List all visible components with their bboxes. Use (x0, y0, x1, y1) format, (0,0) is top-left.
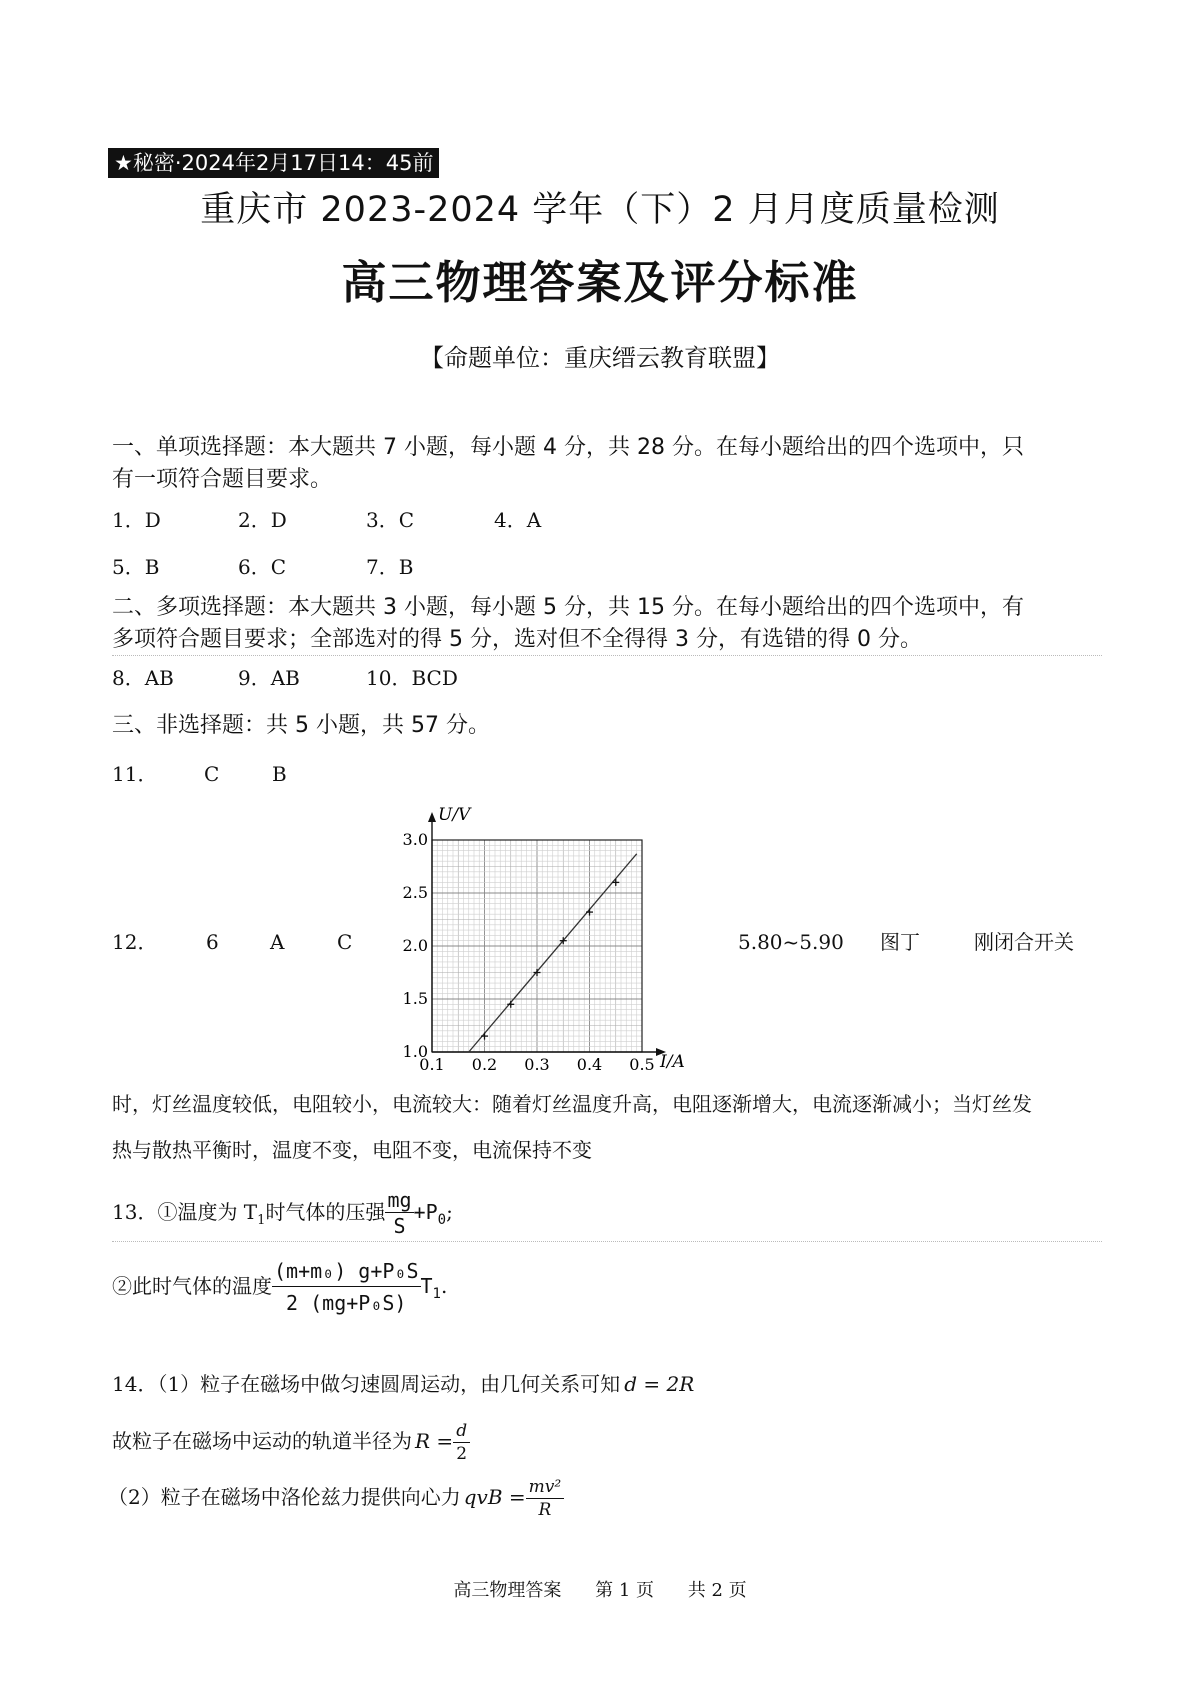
fraction-numerator: mg (387, 1188, 412, 1212)
answer-9: 9．AB (238, 666, 300, 690)
q13-part1 (112, 1188, 453, 1239)
q11-number: 11． (112, 762, 158, 786)
section2-heading-line2: 多项符合题目要求；全部选对的得 5 分，选对但不全得得 3 分，有选错的得 0 分。 (112, 627, 922, 652)
page-footer (0, 1576, 1200, 1602)
data-point (612, 879, 619, 886)
q11-answer-2: B (272, 762, 287, 786)
answer-5: 5．B (112, 555, 160, 579)
q14-line3-text: （2）粒子在磁场中洛伦兹力提供向心力 (108, 1485, 461, 1509)
section3-heading: 三、非选择题：共 5 小题，共 57 分。 (112, 713, 490, 738)
y-tick-label: 1.5 (402, 989, 428, 1008)
q14-radius-lhs: R = (415, 1429, 454, 1453)
footer-total-pages: 共 2 页 (687, 1580, 747, 1601)
issuing-unit: 【命题单位：重庆缙云教育联盟】 (420, 344, 780, 372)
q13-part1-text: 时气体的压强 (265, 1200, 386, 1224)
divider-dotted-2 (112, 1241, 1102, 1242)
q13-part1-end: ; (446, 1200, 453, 1224)
q12-answer-6: 刚闭合开关 (974, 930, 1074, 954)
q12-answer-3: C (337, 930, 353, 954)
q13-part1-tail-sub: 0 (437, 1212, 447, 1228)
y-tick-label: 2.5 (402, 883, 428, 902)
x-tick-label: 0.5 (629, 1055, 655, 1074)
x-tick-label: 0.1 (419, 1055, 445, 1074)
q12-answer-5: 图丁 (880, 930, 920, 954)
q13-part1-sub: 1 (257, 1213, 266, 1228)
fraction-denominator: S (393, 1214, 406, 1238)
q14-force-lhs: qvB = (463, 1485, 526, 1509)
footer-page-number: 第 1 页 (595, 1580, 654, 1601)
x-tick-label: 0.2 (471, 1055, 498, 1074)
q13-part1-prefix: ①温度为 T (157, 1200, 258, 1224)
q12-explanation-line2: 热与散热平衡时，温度不变，电阻不变，电流保持不变 (112, 1138, 592, 1162)
data-point (481, 1033, 488, 1040)
answer-4: 4．A (494, 508, 542, 532)
answer-6: 6．C (238, 555, 287, 579)
q14-line1-text: （1）粒子在磁场中做匀速圆周运动，由几何关系可知 (157, 1372, 621, 1396)
fraction-numerator: (m+m₀) g+P₀S (272, 1256, 421, 1287)
y-tick-label: 3.0 (402, 830, 428, 849)
q13-part2-tail-sub: 1 (432, 1286, 441, 1302)
q13-part2-end: . (440, 1274, 448, 1298)
q13-fraction-mg-s (385, 1188, 413, 1239)
fraction-denominator: 2 (456, 1444, 468, 1464)
fraction-denominator: 2 (mg+P₀S) (286, 1291, 407, 1315)
q14-fraction-d-2 (453, 1420, 470, 1465)
y-tick-label: 2.0 (402, 936, 428, 955)
q14-fraction-mv2-r (526, 1476, 565, 1521)
answer-2: 2．D (238, 508, 287, 532)
q13-part1-tail: +P (413, 1200, 438, 1224)
y-axis-arrow (428, 812, 436, 822)
section1-heading-line1: 一、单项选择题：本大题共 7 小题，每小题 4 分，共 28 分。在每小题给出的四个选项中，只 (112, 435, 1024, 460)
section1-heading-line2: 有一项符合题目要求。 (112, 467, 333, 492)
chart-grid (432, 840, 642, 1052)
secret-label: ★秘密·2024年2月17日14：45前 (108, 148, 439, 178)
answer-8: 8．AB (112, 666, 174, 690)
fraction-denominator: R (538, 1500, 552, 1520)
answer-10: 10．BCD (366, 666, 458, 690)
divider-dotted (112, 655, 1102, 656)
x-tick-label: 0.4 (576, 1055, 603, 1074)
section2-heading-line1: 二、多项选择题：本大题共 3 小题，每小题 5 分，共 15 分。在每小题给出的四个选项中，有 (112, 595, 1024, 620)
footer-doc-name: 高三物理答案 (453, 1580, 562, 1601)
q14-line2-text: 故粒子在磁场中运动的轨道半径为 (112, 1429, 412, 1453)
q13-part2 (112, 1256, 447, 1319)
q13-number: 13． (112, 1200, 158, 1224)
u-i-chart (390, 800, 690, 1075)
answer-1: 1．D (112, 508, 161, 532)
document-subtitle: 高三物理答案及评分标准 (341, 256, 859, 309)
q11-answer-1: C (204, 762, 220, 786)
fraction-numerator: d (453, 1420, 470, 1443)
q14-line1 (112, 1370, 694, 1398)
q13-fraction-temperature (272, 1256, 421, 1319)
x-axis-label: I/A (660, 1052, 685, 1072)
x-tick-label: 0.3 (524, 1055, 550, 1074)
exam-title: 重庆市 2023-2024 学年（下）2 月月度质量检测 (200, 190, 1000, 230)
data-point (507, 1001, 514, 1008)
y-tick-label: 1.0 (402, 1042, 428, 1061)
q13-part2-tail: T (420, 1274, 433, 1298)
answer-3: 3．C (366, 508, 415, 532)
q14-line2 (112, 1420, 470, 1465)
q14-line3 (108, 1476, 564, 1521)
q14-equation-d: d = 2R (624, 1372, 695, 1396)
y-axis-label: U/V (438, 805, 471, 825)
q12-explanation-line1: 时，灯丝温度较低，电阻较小，电流较大：随着灯丝温度升高，电阻逐渐增大，电流逐渐减小；当灯丝发 (112, 1092, 1032, 1116)
q12-answer-2: A (270, 930, 285, 954)
q14-number: 14． (112, 1372, 158, 1396)
q13-part2-prefix: ②此时气体的温度 (112, 1274, 272, 1298)
q12-answer-4: 5.80~5.90 (738, 930, 844, 954)
q12-number: 12． (112, 930, 158, 954)
data-point (586, 909, 593, 916)
answer-7: 7．B (366, 555, 414, 579)
q12-answer-1: 6 (206, 930, 219, 954)
fraction-numerator: mv² (526, 1476, 565, 1499)
